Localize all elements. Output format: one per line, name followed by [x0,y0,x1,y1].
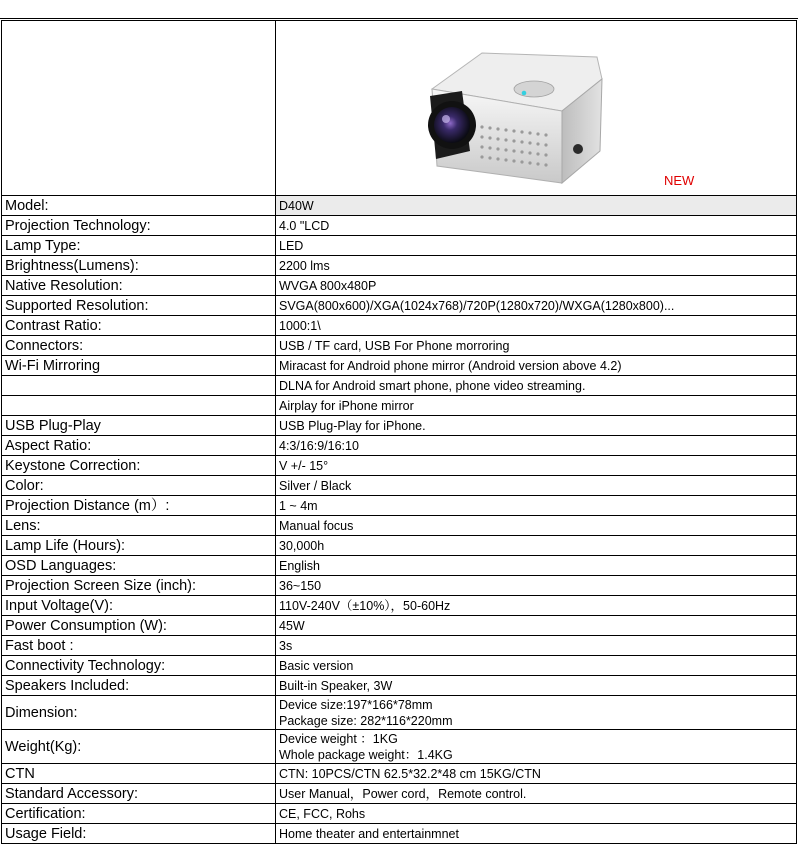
spec-value: Airplay for iPhone mirror [276,396,797,416]
spec-label: Connectivity Technology: [2,656,276,676]
table-row [2,764,797,784]
spec-value: USB / TF card, USB For Phone morroring [276,336,797,356]
spec-label: OSD Languages: [2,556,276,576]
spec-value: SVGA(800x600)/XGA(1024x768)/720P(1280x720)/WXGA(1280x800)... [276,296,797,316]
table-row [2,276,797,296]
table-row [2,496,797,516]
table-row [2,804,797,824]
table-row [2,576,797,596]
table-row [2,696,797,730]
table-row [2,256,797,276]
table-row [2,216,797,236]
table-row [2,396,797,416]
spec-value: 4:3/16:9/16:10 [276,436,797,456]
spec-label: Contrast Ratio: [2,316,276,336]
table-row [2,824,797,844]
spec-label: Standard Accessory: [2,784,276,804]
product-image-cell [276,21,797,196]
spec-label: Speakers Included: [2,676,276,696]
spec-value: V +/- 15° [276,456,797,476]
table-row [2,784,797,804]
table-row [2,376,797,396]
spec-label: Native Resolution: [2,276,276,296]
spec-value: 1 ~ 4m [276,496,797,516]
table-row [2,730,797,764]
spec-label: Lamp Type: [2,236,276,256]
spec-value-line: Whole package weight：1.4KG [279,747,453,762]
spec-rows [2,196,797,844]
spec-value: 1000:1\ [276,316,797,336]
spec-value: Home theater and entertainmnet [276,824,797,844]
spec-value: Built-in Speaker, 3W [276,676,797,696]
spec-value: 110V-240V（±10%），50-60Hz [276,596,797,616]
spec-value [276,696,797,730]
spec-value: 30,000h [276,536,797,556]
table-row [2,516,797,536]
table-row [2,356,797,376]
spec-value: User Manual，Power cord，Remote control. [276,784,797,804]
spec-value-line: Package size: 282*116*220mm [279,713,453,728]
table-row [2,676,797,696]
spec-value [276,730,797,764]
spec-value: English [276,556,797,576]
spec-value: LED [276,236,797,256]
spec-label: Supported Resolution: [2,296,276,316]
top-rule [0,18,798,19]
table-row [2,556,797,576]
spec-label: Projection Technology: [2,216,276,236]
projector-icon [412,41,612,191]
spec-label: Connectors: [2,336,276,356]
spec-value: CE, FCC, Rohs [276,804,797,824]
table-row [2,236,797,256]
table-row [2,456,797,476]
spec-label: Fast boot : [2,636,276,656]
spec-value: D40W [276,196,797,216]
spec-value: Silver / Black [276,476,797,496]
spec-label [2,376,276,396]
spec-value: 4.0 "LCD [276,216,797,236]
spec-label: Usage Field: [2,824,276,844]
table-row [2,336,797,356]
spec-table [1,20,797,844]
spec-label: Power Consumption (W): [2,616,276,636]
table-row [2,316,797,336]
image-row-blank-cell [2,21,276,196]
table-row [2,416,797,436]
table-row [2,536,797,556]
spec-label: Input Voltage(V): [2,596,276,616]
spec-label [2,396,276,416]
table-row [2,656,797,676]
spec-label: Weight(Kg): [2,730,276,764]
table-row [2,296,797,316]
spec-value-line: Device size:197*166*78mm [279,697,433,712]
table-row [2,196,797,216]
spec-label: Certification: [2,804,276,824]
spec-value: CTN: 10PCS/CTN 62.5*32.2*48 cm 15KG/CTN [276,764,797,784]
spec-value: Manual focus [276,516,797,536]
spec-value: USB Plug-Play for iPhone. [276,416,797,436]
spec-value: Miracast for Android phone mirror (Android version above 4.2) [276,356,797,376]
spec-label: Projection Distance (m）: [2,496,276,516]
spec-value: Basic version [276,656,797,676]
spec-label: Color: [2,476,276,496]
image-row [2,21,797,196]
spec-label: Model: [2,196,276,216]
spec-label: CTN [2,764,276,784]
spec-label: Keystone Correction: [2,456,276,476]
table-row [2,436,797,456]
spec-label: USB Plug-Play [2,416,276,436]
spec-label: Aspect Ratio: [2,436,276,456]
spec-value: DLNA for Android smart phone, phone video streaming. [276,376,797,396]
spec-value-line: Device weight ：1KG [279,731,398,746]
table-row [2,616,797,636]
spec-label: Lamp Life (Hours): [2,536,276,556]
table-row [2,596,797,616]
spec-value: 2200 lms [276,256,797,276]
spec-label: Dimension: [2,696,276,730]
spec-label: Lens: [2,516,276,536]
spec-label: Wi-Fi Mirroring [2,356,276,376]
spec-value: 3s [276,636,797,656]
spec-value: 36~150 [276,576,797,596]
spec-value: WVGA 800x480P [276,276,797,296]
spec-label: Projection Screen Size (inch): [2,576,276,596]
new-label: NEW [664,173,695,188]
table-row [2,476,797,496]
table-row [2,636,797,656]
spec-label: Brightness(Lumens): [2,256,276,276]
spec-value: 45W [276,616,797,636]
